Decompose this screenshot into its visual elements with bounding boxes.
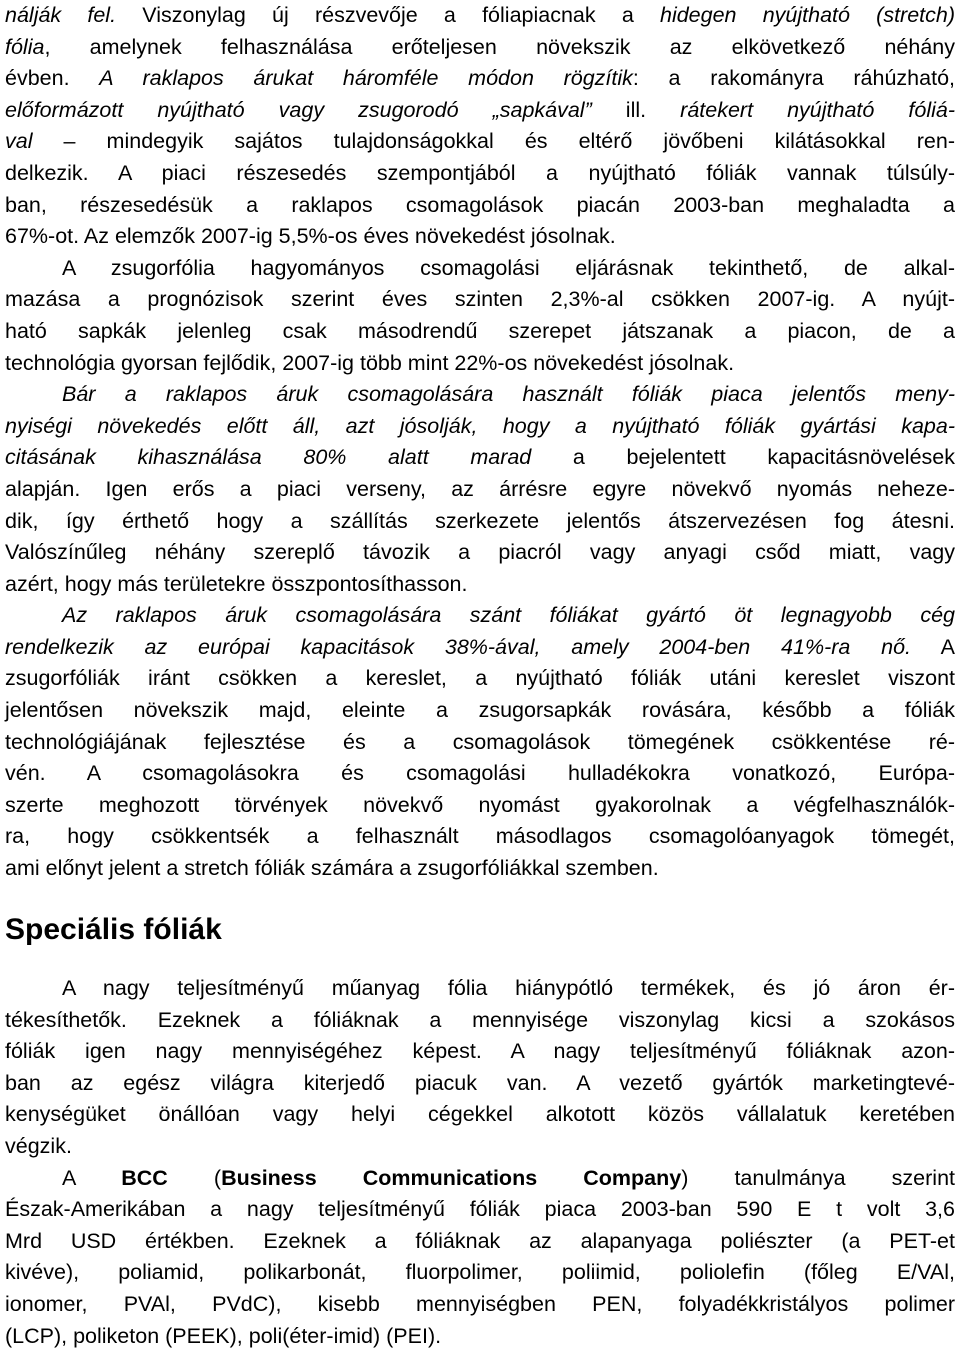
text-line: delkezik. A piaci részesedés szempontjából a nyújtható fóliák vannak túlsúly- [5,160,955,185]
text-line: technológiájának fejlesztése és a csomagolások tömegének csökkentése ré- [5,729,955,754]
paragraph [5,1163,955,1353]
text-line: azért, hogy más területekre összpontosíthasson. [5,571,468,596]
text-line: A nagy teljesítményű műanyag fólia hiánypótló termékek, és jó áron ér- [62,976,955,1000]
text-line: tékesíthetők. Ezeknek a fóliáknak a mennyisége viszonylag kicsi a szokásos [5,1007,955,1032]
text: : a rakományra ráhúzható, [632,66,955,91]
text-line: 67%-ot. Az elemzők 2007-ig 5,5%-os éves növekedést jósolnak. [5,224,616,249]
italic-text: nálják fel. [5,3,117,27]
text-line: Valószínűleg néhány szereplő távozik a piacról vagy anyagi csőd miatt, vagy [5,540,955,565]
text: ) tanulmánya szerint [681,1165,955,1190]
text: ill. [591,97,681,122]
text-line: alapján. Igen erős a piaci verseny, az árrésre egyre növekvő nyomás neheze- [5,476,955,501]
text-line: ható sapkák jelenleg csak másodrendű szerepet játszanak a piacon, de a [5,318,955,343]
text-line: ra, hogy csökkentsék a felhasznált másodlagos csomagolóanyagok tömegét, [5,824,955,849]
paragraph [5,600,955,884]
text-line: kivéve), poliamid, polikarbonát, fluorpolimer, poliimid, poliolefin (főleg E/VAl, [5,1260,955,1285]
section-heading: Speciális fóliák [5,913,222,946]
text-line: ban, részesedésük a raklapos csomagolások piacán 2003-ban meghaladta a [5,192,955,217]
text: a bejelentett kapacitásnövelések [531,445,955,470]
text-line [5,95,955,127]
section-body [5,973,955,1352]
text-line [5,63,955,95]
text-line: végzik. [5,1133,72,1158]
text-line [5,442,955,474]
paragraph [5,379,955,600]
italic-text: rátekert nyújtható fóliá- [680,97,955,122]
italic-text: fólia [5,34,45,59]
italic-text: előformázott nyújtható vagy zsugorodó „sapkával” [5,97,592,122]
text-line: technológia gyorsan fejlődik, 2007-ig több mint 22%-os növekedést jósolnak. [5,350,735,375]
bold-text: Business Communications Company [221,1165,682,1190]
text: Viszonylag új részvevője a fóliapiacnak a [116,3,660,27]
italic-text: Bár a raklapos áruk csomagolására használt fóliák piaca jelentős meny- [62,382,955,407]
text: – mindegyik sajátos tulajdonságokkal és eltérő jövőbeni kilátásokkal ren- [32,129,955,154]
text-line: ami előnyt jelent a stretch fóliák számára a zsugorfóliákkal szemben. [5,856,659,881]
text-line: szerte meghozott törvények növekvő nyomást gyakorolnak a végfelhasználók- [5,792,955,817]
text-line [5,32,955,64]
text-line [5,600,955,632]
text-line: Észak-Amerikában a nagy teljesítményű fóliák piaca 2003-ban 590 E t volt 3,6 [5,1197,955,1222]
italic-text: rendelkezik az európai kapacitások 38%-ával, amely 2004-ben 41%-ra nő. [5,634,912,659]
text-line: jelentősen növekszik majd, eleinte a zsugorsapkák rovására, később a fóliák [5,698,955,723]
text-line: kenységüket önállóan vagy helyi cégekkel alkotott közös vállalatuk keretében [5,1102,955,1127]
text: A [911,634,955,659]
text-line: dik, így érthető hogy a szállítás szerkezete jelentős átszervezésen fog átesni. [5,508,955,533]
bold-text: BCC [121,1165,168,1190]
text-line: Mrd USD értékben. Ezeknek a fóliáknak az alapanyaga poliészter (a PET-et [5,1228,955,1253]
text-line [5,379,955,411]
text: A [62,1165,122,1190]
text-line: fóliák igen nagy mennyiségéhez képest. A nagy teljesítményű fóliáknak azon- [5,1039,955,1064]
text-line: A zsugorfólia hagyományos csomagolási eljárásnak tekinthető, de alkal- [62,255,955,280]
text: évben. [5,66,100,91]
text-line: ionomer, PVAl, PVdC), kisebb mennyiségben PEN, folyadékkristályos polimer [5,1291,955,1316]
text-line [5,0,955,32]
text-line: vén. A csomagolásokra és csomagolási hulladékokra vonatkozó, Európa- [5,761,955,786]
paragraph [5,973,955,1163]
text: ( [167,1165,222,1190]
italic-text: hidegen nyújtható (stretch) [659,3,955,27]
text-line [5,126,955,158]
text: , amelynek felhasználása erőteljesen növekszik az elkövetkező néhány [44,34,955,59]
text-line [5,632,955,664]
document-page [5,0,955,1348]
text-line: mazása a prognózisok szerint éves szinten 2,3%-al csökken 2007-ig. A nyújt- [5,287,955,312]
italic-text: citásának kihasználása 80% alatt marad [5,445,532,470]
text-line [5,1163,955,1195]
paragraph [5,253,955,379]
text-line [5,411,955,443]
italic-text: A raklapos árukat háromféle módon rögzítik [99,66,633,91]
paragraph [5,0,955,253]
italic-text: nyiségi növekedés előtt áll, azt jósolják, hogy a nyújtható fóliák gyártási kapa- [5,413,955,438]
italic-text: val [5,129,33,154]
text-line: ban az egész világra kiterjedő piacuk van. A vezető gyártók marketingtevé- [5,1070,955,1095]
text-line: zsugorfóliák iránt csökken a kereslet, a nyújtható fóliák utáni kereslet viszont [5,666,955,691]
italic-text: Az raklapos áruk csomagolására szánt fóliákat gyártó öt legnagyobb cég [62,603,955,628]
text-line: (LCP), poliketon (PEEK), poli(éter-imid) (PEI). [5,1323,442,1348]
